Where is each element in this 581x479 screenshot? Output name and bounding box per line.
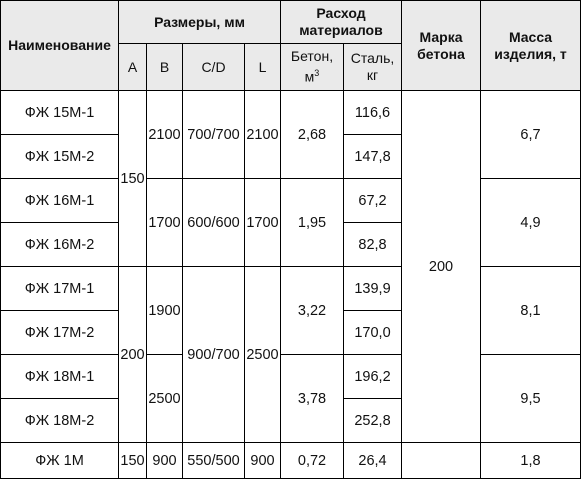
concrete-label: Бетон, — [290, 48, 334, 65]
cell-l: 2500 — [245, 267, 281, 443]
cell-a: 150 — [119, 91, 147, 267]
table-row — [1, 91, 581, 135]
row-name: ФЖ 16М-1 — [1, 179, 119, 223]
header-col-cd: C/D — [183, 44, 245, 91]
steel-label: Сталь, — [350, 50, 395, 66]
cell-mass: 9,5 — [481, 355, 581, 443]
cell-a: 150 — [119, 443, 147, 479]
header-mass-line2: изделия, т — [494, 45, 567, 62]
header-row-1 — [1, 1, 581, 44]
cell-concrete: 1,95 — [281, 179, 344, 267]
cell-mass: 1,8 — [481, 443, 581, 479]
table-row — [1, 179, 581, 223]
cell-a: 200 — [119, 267, 147, 443]
header-col-l: L — [245, 44, 281, 91]
cell-b: 900 — [147, 443, 183, 479]
header-dimensions: Размеры, мм — [119, 1, 281, 44]
header-col-b: B — [147, 44, 183, 91]
table-row — [1, 267, 581, 311]
cell-concrete: 3,78 — [281, 355, 344, 443]
row-name: ФЖ 17М-2 — [1, 311, 119, 355]
row-name: ФЖ 18М-1 — [1, 355, 119, 399]
cell-grade: 200 — [402, 91, 481, 443]
cell-steel: 252,8 — [344, 399, 402, 443]
cell-concrete: 2,68 — [281, 91, 344, 179]
row-name: ФЖ 1М — [1, 443, 119, 479]
cell-steel: 139,9 — [344, 267, 402, 311]
header-concrete-grade — [402, 1, 481, 91]
cell-steel: 67,2 — [344, 179, 402, 223]
cell-mass: 6,7 — [481, 91, 581, 179]
header-materials-line1: Расход — [316, 5, 366, 21]
cell-steel: 196,2 — [344, 355, 402, 399]
header-col-steel — [344, 44, 402, 91]
cell-b: 1900 — [147, 267, 183, 355]
header-mass-line1: Масса — [508, 28, 553, 45]
cell-concrete: 0,72 — [281, 443, 344, 479]
cell-cd: 600/600 — [183, 179, 245, 267]
cell-mass: 8,1 — [481, 267, 581, 355]
cell-steel: 147,8 — [344, 135, 402, 179]
cell-cd: 900/700 — [183, 267, 245, 443]
cell-b: 2100 — [147, 91, 183, 179]
header-name: Наименование — [1, 1, 119, 91]
cell-concrete: 3,22 — [281, 267, 344, 355]
cell-b: 1700 — [147, 179, 183, 267]
cell-cd: 700/700 — [183, 91, 245, 179]
cell-cd: 550/500 — [183, 443, 245, 479]
row-name: ФЖ 16М-2 — [1, 223, 119, 267]
steel-unit: кг — [366, 67, 379, 83]
cell-steel: 170,0 — [344, 311, 402, 355]
cell-grade-empty — [402, 443, 481, 479]
header-col-a: A — [119, 44, 147, 91]
cell-mass: 4,9 — [481, 179, 581, 267]
concrete-unit-sup: 3 — [314, 68, 320, 79]
concrete-unit: м — [304, 68, 315, 85]
cell-b: 2500 — [147, 355, 183, 443]
row-name: ФЖ 18М-2 — [1, 399, 119, 443]
cell-l: 900 — [245, 443, 281, 479]
header-materials-line2: материалов — [299, 22, 383, 38]
header-col-concrete — [281, 44, 344, 91]
cell-l: 1700 — [245, 179, 281, 267]
row-name: ФЖ 15М-2 — [1, 135, 119, 179]
table-row — [1, 443, 581, 479]
row-name: ФЖ 17М-1 — [1, 267, 119, 311]
cell-l: 2100 — [245, 91, 281, 179]
header-grade-line1: Марка — [419, 28, 463, 45]
header-grade-line2: бетона — [417, 45, 465, 62]
cell-steel: 116,6 — [344, 91, 402, 135]
cell-steel: 26,4 — [344, 443, 402, 479]
table-row — [1, 355, 581, 399]
row-name: ФЖ 15М-1 — [1, 91, 119, 135]
concrete-unit-wrap — [282, 65, 342, 86]
cell-steel: 82,8 — [344, 223, 402, 267]
header-mass — [481, 1, 581, 91]
header-materials — [281, 1, 402, 44]
